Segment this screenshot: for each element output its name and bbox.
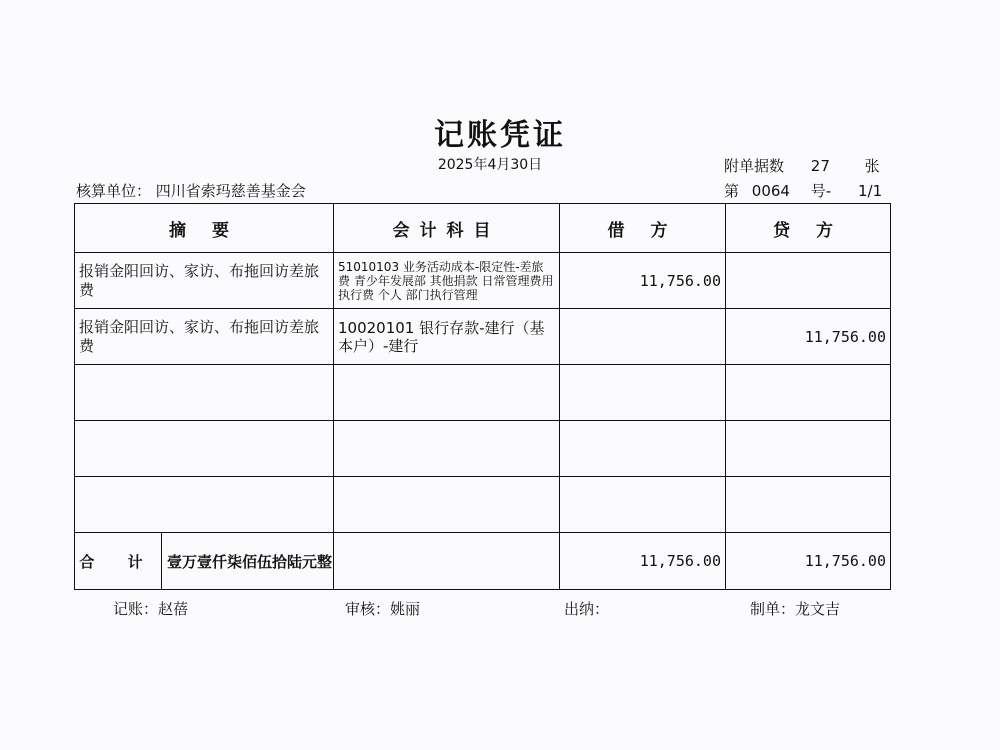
voucher-table <box>74 203 891 590</box>
row-debit <box>560 477 726 533</box>
table-row <box>75 309 891 365</box>
total-label: 合 计 <box>75 533 162 589</box>
unit-label: 核算单位： <box>76 182 152 200</box>
table-row <box>75 477 891 533</box>
row-summary <box>75 477 334 533</box>
table-row <box>75 365 891 421</box>
accounting-unit <box>76 180 306 201</box>
attach-label: 附单据数 <box>724 157 785 175</box>
bookkeeper: 记账：赵蓓 <box>113 600 189 618</box>
header-credit: 贷 方 <box>726 204 891 253</box>
row-credit: 11,756.00 <box>726 309 891 365</box>
row-account: 51010103 业务活动成本-限定性-差旅费 青少年发展部 其他捐款 日常管理费用 执行费 个人 部门执行管理 <box>334 253 560 309</box>
row-debit <box>560 421 726 477</box>
row-account: 10020101 银行存款-建行（基本户）-建行 <box>334 309 560 365</box>
total-row <box>75 533 891 590</box>
attach-unit: 张 <box>864 157 880 175</box>
table-header-row <box>75 204 891 253</box>
page-number: 1/1 <box>857 182 883 200</box>
amount-in-words: 壹万壹仟柒佰伍拾陆元整 <box>167 552 333 571</box>
attachment-count <box>724 155 880 176</box>
row-debit <box>560 365 726 421</box>
row-account <box>334 365 560 421</box>
serial-number: 0064 <box>751 182 790 200</box>
attach-count: 27 <box>810 157 830 175</box>
total-words-continuation <box>167 533 560 590</box>
header-account: 会计科目 <box>334 204 560 253</box>
row-credit <box>726 365 891 421</box>
total-debit: 11,756.00 <box>560 533 726 590</box>
cashier: 出纳： <box>564 600 610 618</box>
header-debit: 借 方 <box>560 204 726 253</box>
voucher-serial <box>724 180 882 201</box>
row-credit <box>726 421 891 477</box>
row-summary: 报销金阳回访、家访、布拖回访差旅费 <box>75 253 334 309</box>
row-credit <box>726 477 891 533</box>
table-row <box>75 421 891 477</box>
row-summary <box>75 365 334 421</box>
serial-prefix: 第 <box>724 182 740 200</box>
total-credit: 11,756.00 <box>726 533 891 590</box>
row-summary: 报销金阳回访、家访、布拖回访差旅费 <box>75 309 334 365</box>
table-row <box>75 253 891 309</box>
row-account <box>334 421 560 477</box>
header-summary: 摘 要 <box>75 204 334 253</box>
row-debit: 11,756.00 <box>560 253 726 309</box>
reviewer: 审核：姚丽 <box>345 600 421 618</box>
preparer: 制单：龙文吉 <box>750 600 841 618</box>
voucher-title: 记账凭证 <box>434 118 566 153</box>
row-summary <box>75 421 334 477</box>
row-account <box>334 477 560 533</box>
row-debit <box>560 309 726 365</box>
voucher-date: 2025年4月30日 <box>437 157 543 173</box>
row-credit <box>726 253 891 309</box>
unit-name: 四川省索玛慈善基金会 <box>155 182 306 200</box>
serial-suffix: 号- <box>810 182 832 200</box>
